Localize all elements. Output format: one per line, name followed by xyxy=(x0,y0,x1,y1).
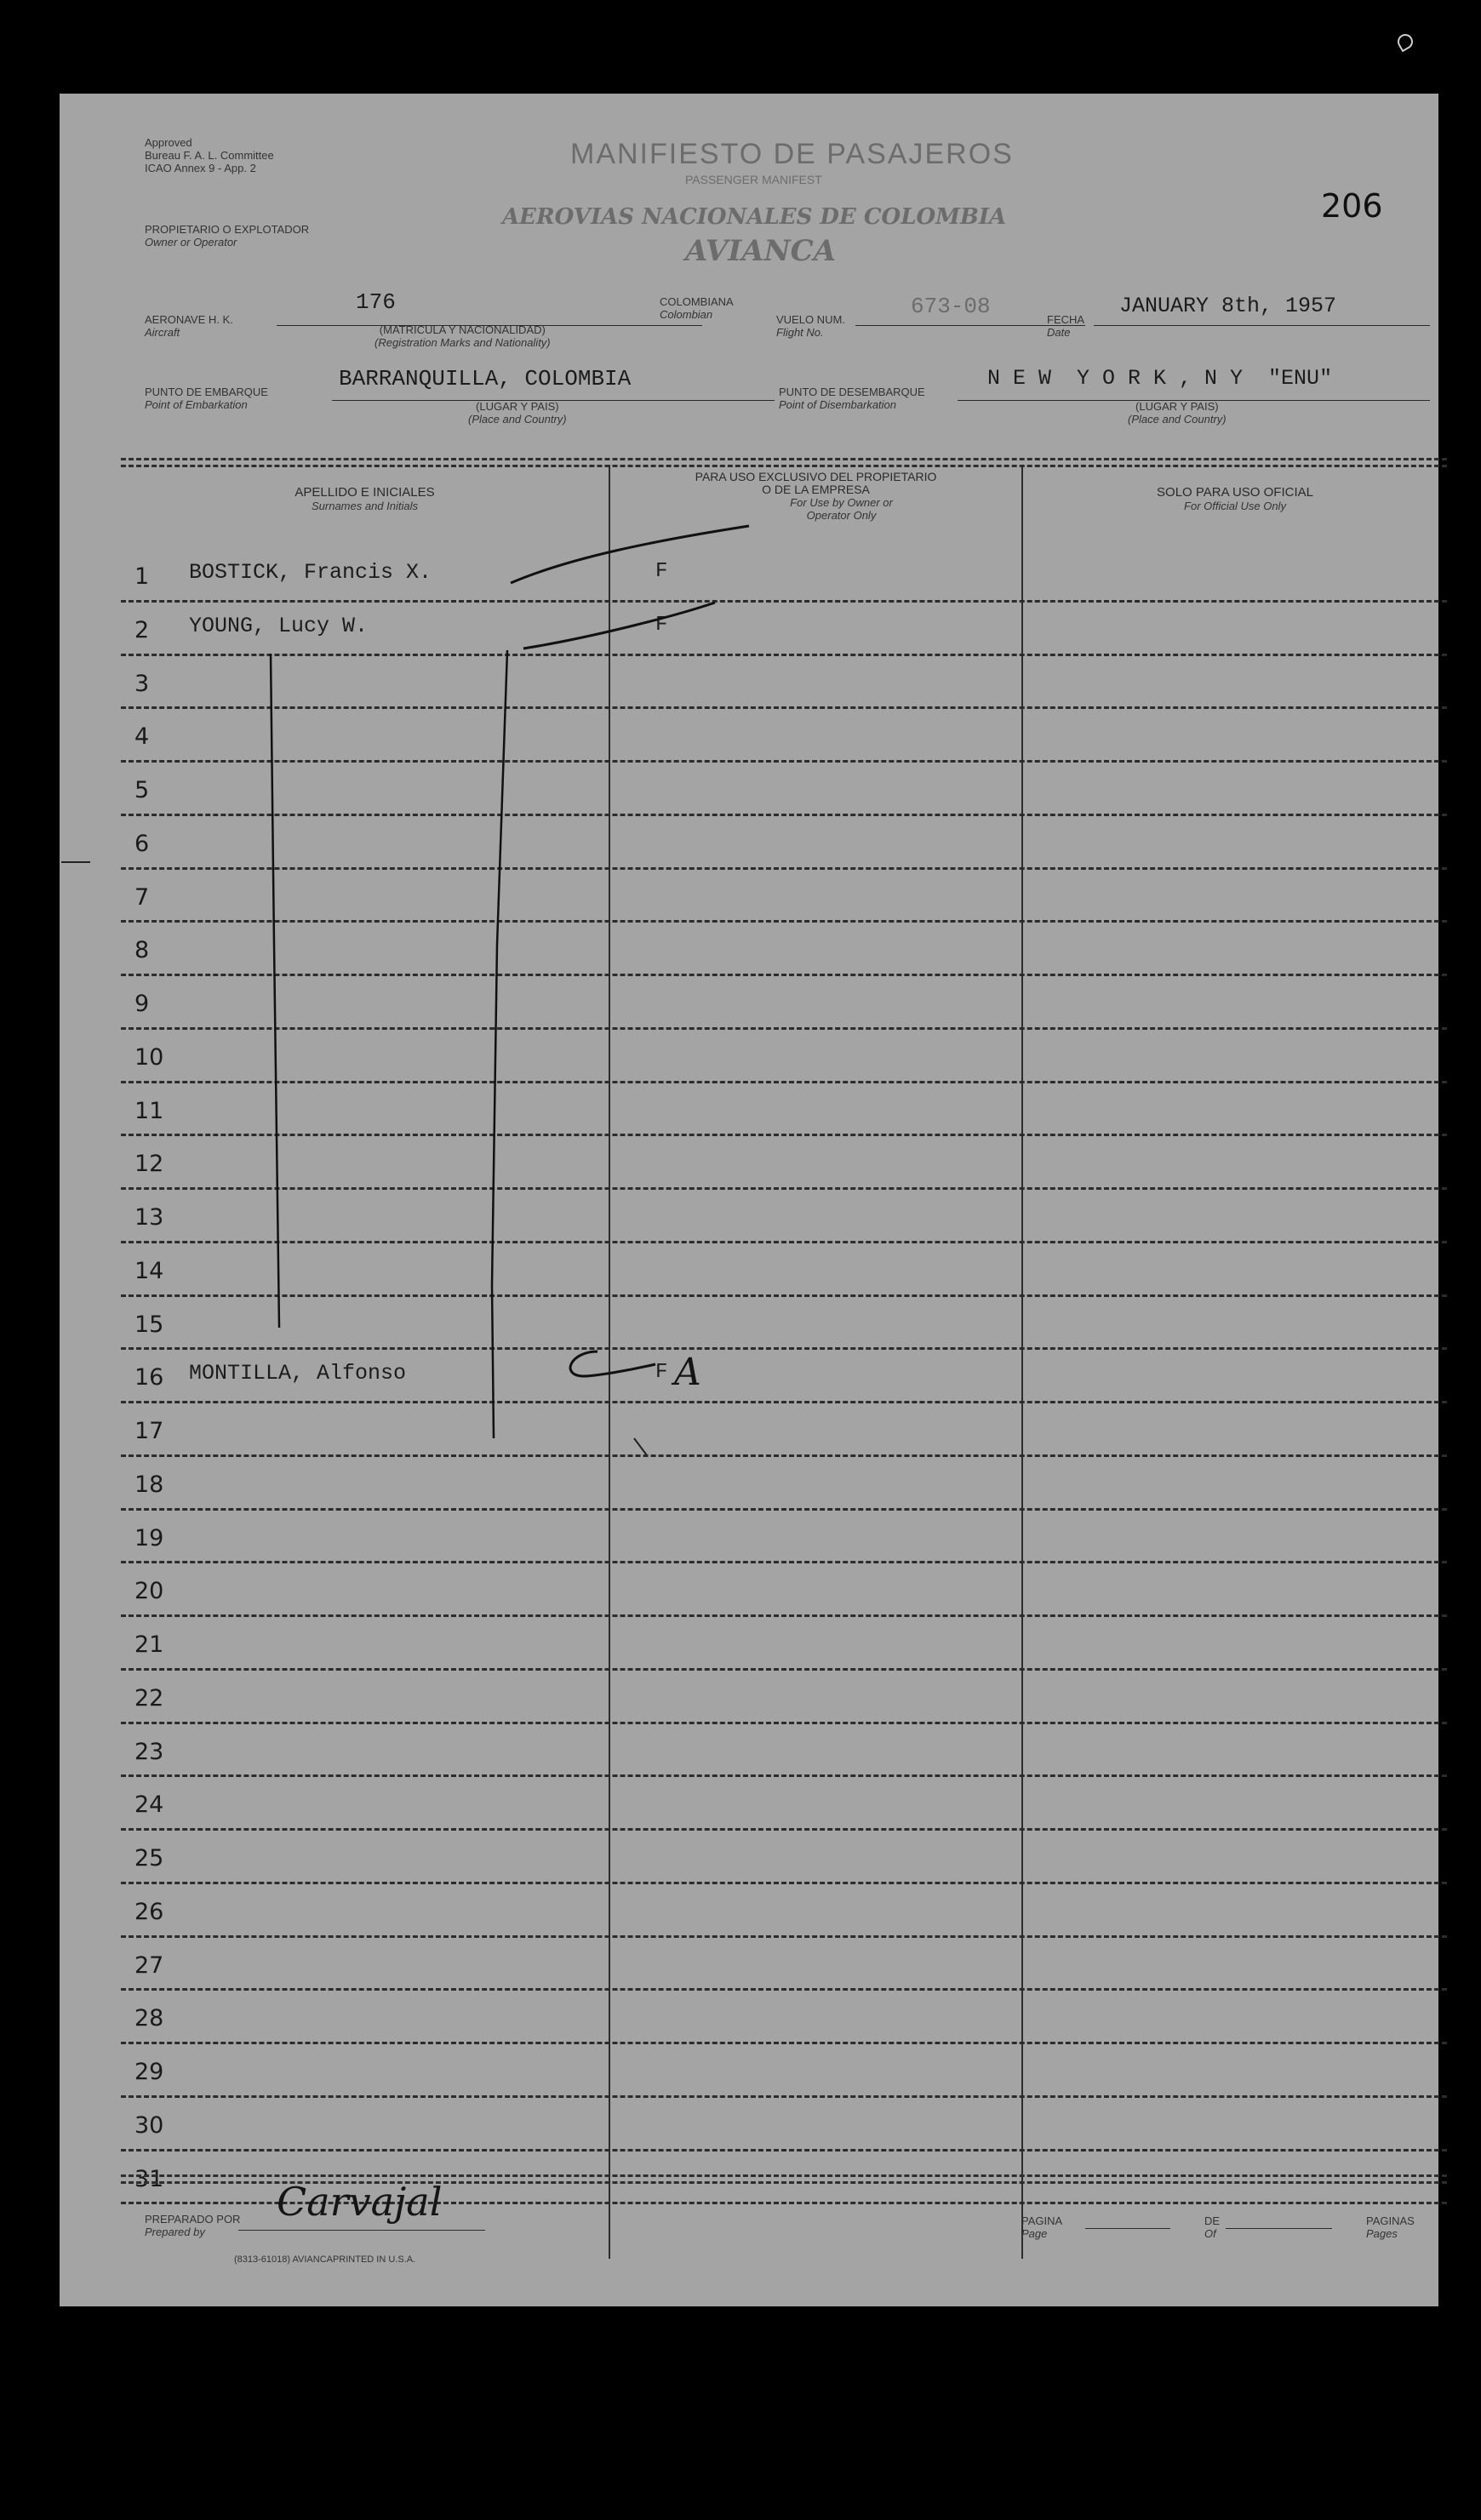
row-number: 26 xyxy=(134,1898,164,1925)
owner-column-header: PARA USO EXCLUSIVO DEL PROPIETARIO O DE LA EMPRESA For Use by Owner or Operator Only xyxy=(695,470,937,522)
row-number: 7 xyxy=(134,883,150,911)
official-column-header: SOLO PARA USO OFICIAL For Official Use Only xyxy=(1157,485,1313,512)
date-label: FECHA Date xyxy=(1047,313,1085,339)
manifest-form xyxy=(60,94,1438,2306)
row-number: 22 xyxy=(134,1684,164,1711)
owner-label: PROPIETARIO O EXPLOTADOR Owner or Operator xyxy=(145,223,310,249)
signature: Carvajal xyxy=(277,2179,443,2225)
row-number: 13 xyxy=(134,1204,164,1231)
tick-stroke-row-2 xyxy=(523,603,715,649)
airline-brand: AVIANCA xyxy=(685,234,837,268)
row-number: 9 xyxy=(134,991,150,1017)
print-code: (8313-61018) AVIANCAPRINTED IN U.S.A. xyxy=(234,2254,416,2265)
aircraft-value: 176 xyxy=(356,289,396,315)
registration-label: (MATRICULA Y NACIONALIDAD) (Registration Marks and Nationality) xyxy=(375,323,551,349)
owner-mark: F xyxy=(655,560,668,583)
passenger-name: YOUNG, Lucy W. xyxy=(189,613,369,638)
owner-mark: F xyxy=(655,1361,668,1385)
row-number: 2 xyxy=(134,616,150,643)
row-number: 16 xyxy=(134,1364,164,1391)
bracket-line-right xyxy=(492,650,507,1438)
row-number: 1 xyxy=(134,563,150,590)
page-number-stamp: 206 xyxy=(1321,187,1383,225)
page-label: PAGINA Page xyxy=(1021,2214,1063,2240)
row-number: 24 xyxy=(134,1791,164,1819)
page-underline xyxy=(1085,2228,1170,2229)
row-number: 8 xyxy=(134,937,150,964)
row-number: 3 xyxy=(134,670,150,697)
disembarkation-label: PUNTO DE DESEMBARQUE Point of Disembarkation xyxy=(779,386,925,411)
row-number: 17 xyxy=(134,1418,164,1444)
embarkation-value: BARRANQUILLA, COLOMBIA xyxy=(339,366,632,391)
row-number: 18 xyxy=(134,1471,164,1498)
row-number: 29 xyxy=(134,2059,164,2085)
small-stroke-row-17 xyxy=(634,1438,647,1455)
row-number: 28 xyxy=(134,2005,164,2032)
row-number: 5 xyxy=(134,777,150,803)
row-number: 4 xyxy=(134,723,150,751)
row-number: 31 xyxy=(134,2165,164,2192)
row-number: 23 xyxy=(134,1738,164,1765)
embarkation-label: PUNTO DE EMBARQUE Point of Embarkation xyxy=(145,386,268,411)
passenger-name: MONTILLA, Alfonso xyxy=(189,1361,407,1386)
row-number: 30 xyxy=(134,2111,164,2139)
disembarkation-value: N E W Y O R K , N Y "ENU" xyxy=(987,366,1333,391)
row-number: 6 xyxy=(134,830,150,857)
flight-number-label: VUELO NUM. Flight No. xyxy=(776,313,845,339)
nationality-label: COLOMBIANA Colombian xyxy=(660,295,734,321)
approval-note: Approved Bureau F. A. L. Committee ICAO Annex 9 - App. 2 xyxy=(145,136,274,174)
row-number: 11 xyxy=(134,1097,164,1124)
date-value: JANUARY 8th, 1957 xyxy=(1119,294,1337,318)
row-number: 10 xyxy=(134,1043,164,1071)
row-number: 20 xyxy=(134,1578,164,1605)
row-number: 19 xyxy=(134,1524,164,1551)
passenger-name: BOSTICK, Francis X. xyxy=(189,560,432,585)
prepared-by-label: PREPARADO POR Prepared by xyxy=(145,2213,241,2238)
form-title-english: PASSENGER MANIFEST xyxy=(685,173,822,186)
pages-label: PAGINAS Pages xyxy=(1366,2214,1415,2240)
aircraft-label: AERONAVE H. K. Aircraft xyxy=(145,313,233,339)
handwritten-marks xyxy=(60,94,1438,2306)
row-number: 21 xyxy=(134,1631,164,1658)
form-title: MANIFIESTO DE PASAJEROS xyxy=(570,138,1014,170)
prepared-by-underline xyxy=(238,2230,485,2231)
airline-name: AEROVIAS NACIONALES DE COLOMBIA xyxy=(502,204,1007,230)
row-number: 25 xyxy=(134,1845,164,1871)
tick-stroke-row-1 xyxy=(511,526,749,583)
check-stroke-row-16 xyxy=(570,1351,655,1376)
handwritten-mark: A xyxy=(674,1351,701,1395)
corner-mark xyxy=(1395,31,1416,53)
flight-number-value: 673-08 xyxy=(911,294,991,319)
of-label: DE Of xyxy=(1204,2214,1221,2240)
owner-mark: F xyxy=(655,613,668,637)
of-underline xyxy=(1226,2228,1332,2229)
edge-tick xyxy=(61,861,90,863)
embarkation-place-label: (LUGAR Y PAIS) (Place and Country) xyxy=(468,400,567,426)
disembarkation-place-label: (LUGAR Y PAIS) (Place and Country) xyxy=(1128,400,1227,426)
row-number: 27 xyxy=(134,1951,164,1979)
bracket-line-left xyxy=(271,654,279,1328)
row-number: 12 xyxy=(134,1151,164,1178)
names-column-header: APELLIDO E INICIALES Surnames and Initials xyxy=(294,485,435,512)
row-number: 15 xyxy=(134,1311,164,1338)
row-number: 14 xyxy=(134,1257,164,1284)
